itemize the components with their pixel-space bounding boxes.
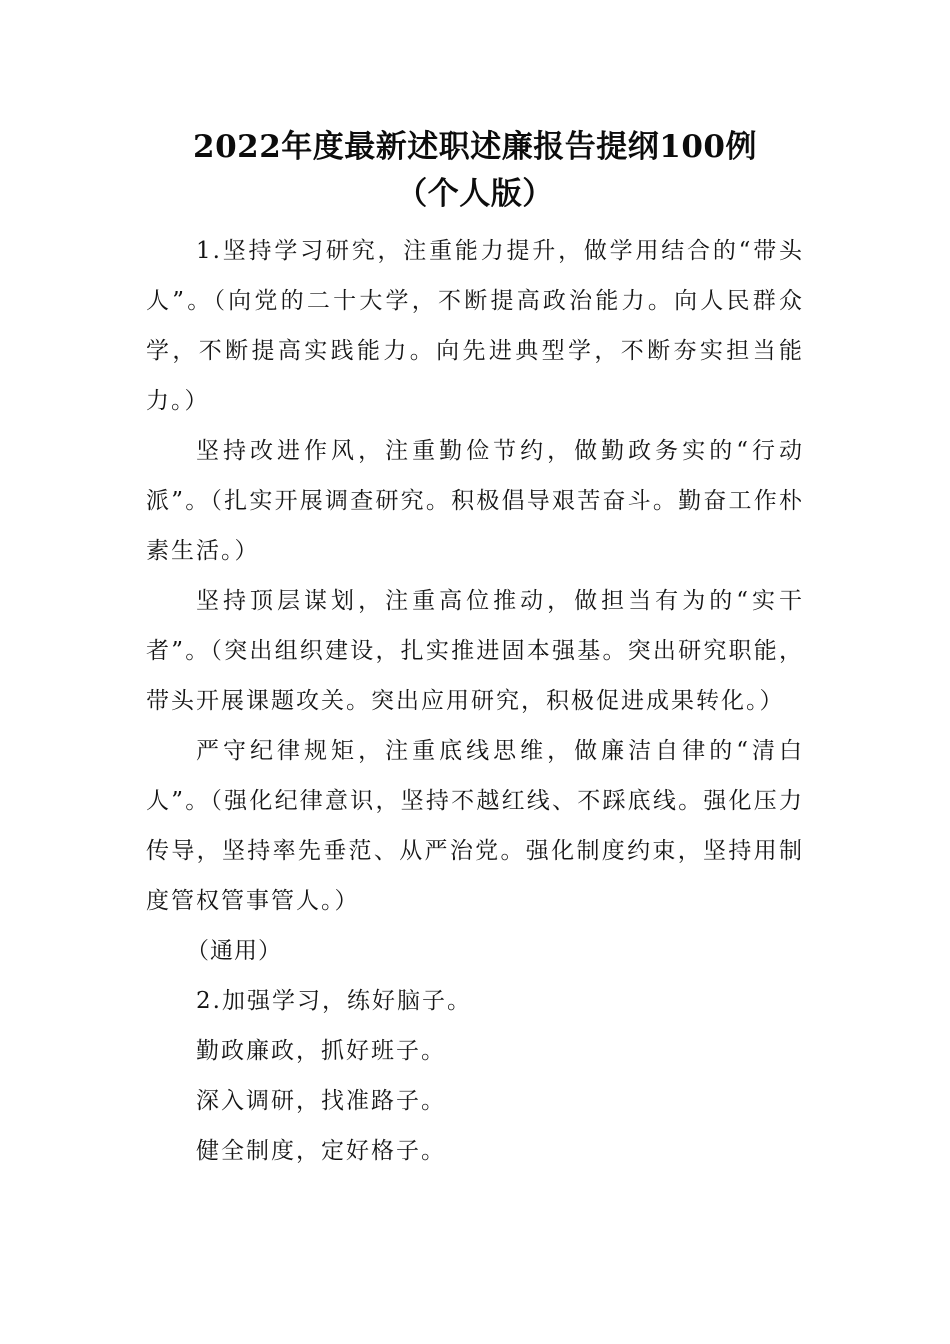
document-body [146,226,804,1176]
paragraph-7: 深入调研，找准路子。 [196,1088,446,1114]
paragraph-2: 坚持改进作风，注重勤俭节约，做勤政务实的“行动派”。（扎实开展调查研究。积极倡导艰苦奋斗。勤奋工作朴素生活。） [146,438,804,564]
paragraph-6: 勤政廉政，抓好班子。 [196,1038,446,1064]
paragraph-5: 2.加强学习，练好脑子。 [196,988,472,1014]
paragraph-3: 坚持顶层谋划，注重高位推动，做担当有为的“实干者”。（突出组织建设，扎实推进固本强基。突出研究职能，带头开展课题攻关。突出应用研究，积极促进成果转化。） [146,588,804,714]
paragraph-1: 1.坚持学习研究，注重能力提升，做学用结合的“带头人”。（向党的二十大学，不断提高政治能力。向人民群众学，不断提高实践能力。向先进典型学，不断夯实担当能力。） [146,238,804,414]
paragraph-note: （通用） [186,938,282,964]
title-line-2: （个人版） [396,176,554,212]
document-title [0,124,950,218]
paragraph-8: 健全制度，定好格子。 [196,1138,446,1164]
paragraph-4: 严守纪律规矩，注重底线思维，做廉洁自律的“清白人”。（强化纪律意识，坚持不越红线、不踩底线。强化压力传导，坚持率先垂范、从严治党。强化制度约束，坚持用制度管权管事管人。） [146,738,804,914]
title-line-1: 2022年度最新述职述廉报告提纲100例 [193,129,757,165]
